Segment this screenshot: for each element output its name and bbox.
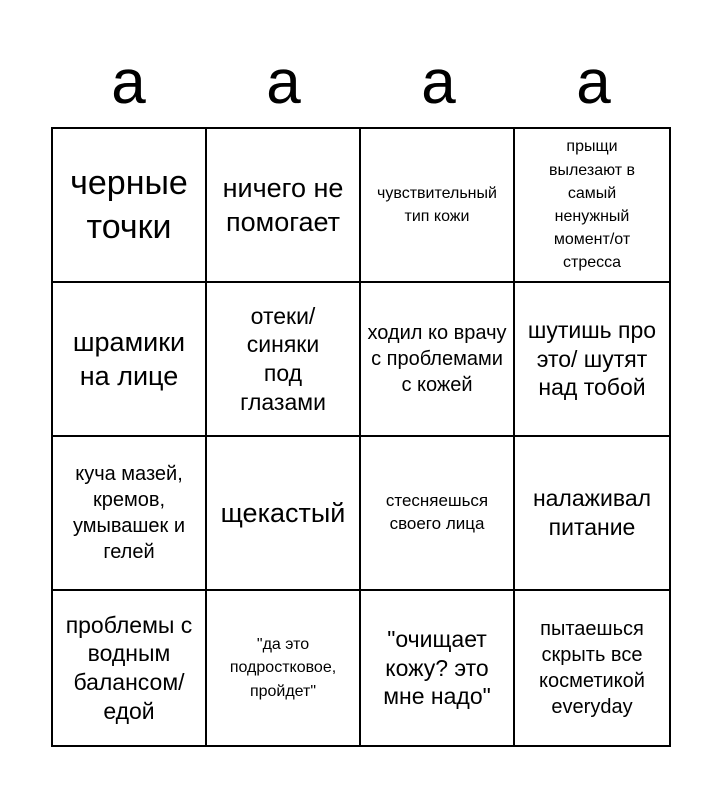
cell-text: шрамики на лице [72, 326, 186, 391]
cell-text: ходил ко врачу с проблемами с кожей [367, 322, 507, 396]
cell-text: прыщи вылезают в самый ненужный момент/от стресса [548, 138, 636, 272]
bingo-cell[interactable] [53, 437, 207, 591]
cell-text: ничего не помогает [222, 172, 344, 237]
cell-text: шутишь про это/ шутят над тобой [527, 316, 657, 401]
bingo-cell[interactable] [515, 591, 669, 745]
cell-text: "очищает кожу? это мне надо" [383, 625, 491, 710]
bingo-cell[interactable] [53, 283, 207, 437]
cell-text: черные точки [70, 163, 188, 246]
bingo-cell[interactable] [361, 129, 515, 283]
bingo-cell[interactable] [53, 591, 207, 745]
header-letter-3: а [421, 48, 456, 117]
cell-text: стесняешься своего лица [385, 491, 489, 533]
bingo-cell[interactable] [515, 129, 669, 283]
header-letter-2: а [266, 48, 301, 117]
cell-text: "да это подростковое, пройдет" [229, 636, 337, 700]
bingo-cell[interactable] [361, 591, 515, 745]
bingo-header [51, 48, 671, 128]
header-letter-4: а [576, 48, 611, 117]
bingo-cell[interactable] [53, 129, 207, 283]
cell-text: налаживал питание [532, 485, 652, 540]
header-letter-1: а [111, 48, 146, 117]
bingo-cell[interactable] [515, 437, 669, 591]
cell-text: отеки/ синяки под глазами [240, 302, 326, 415]
cell-text: куча мазей, кремов, умывашек и гелей [72, 463, 186, 563]
cell-text: пытаешься скрыть все косметикой everyday [539, 618, 645, 718]
bingo-cell[interactable] [207, 437, 361, 591]
bingo-cell[interactable] [207, 129, 361, 283]
cell-text: чувствительный тип кожи [377, 184, 497, 225]
bingo-cell[interactable] [361, 437, 515, 591]
bingo-cell[interactable] [207, 283, 361, 437]
bingo-board [51, 127, 671, 747]
bingo-cell[interactable] [207, 591, 361, 745]
bingo-cell[interactable] [361, 283, 515, 437]
cell-text: проблемы с водным балансом/ едой [65, 611, 193, 724]
bingo-cell[interactable] [515, 283, 669, 437]
cell-text: щекастый [220, 497, 346, 528]
